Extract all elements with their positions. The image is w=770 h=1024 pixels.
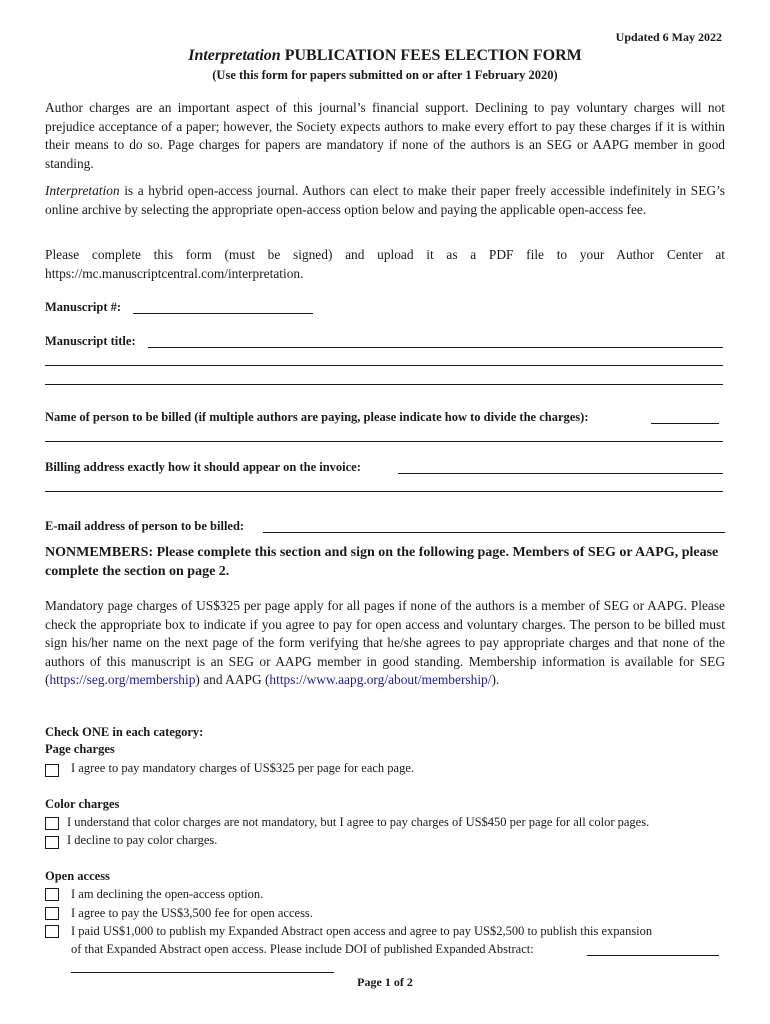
email-field[interactable] bbox=[263, 532, 725, 533]
intro-paragraph-3: Please complete this form (must be signed) and upload it as a PDF file to your Author Center at https://mc.manuscriptcentral.com/interpretation. bbox=[45, 247, 725, 281]
nonmembers-heading: NONMEMBERS: Please complete this section and sign on the following page. Members of SEG or AAPG, please complete the section on page 2. bbox=[45, 545, 719, 579]
journal-name: Interpretation bbox=[188, 47, 281, 64]
nonmembers-text-3: ). bbox=[491, 672, 500, 688]
form-subtitle: (Use this form for papers submitted on or after 1 February 2020) bbox=[212, 68, 558, 82]
open-access-expanded-abstract-label-cont: of that Expanded Abstract open access. Please include DOI of published Expanded Abstract: bbox=[71, 942, 534, 956]
expanded-abstract-doi-field-2[interactable] bbox=[71, 972, 334, 973]
intro-paragraph-1: Author charges are an important aspect of this journal’s financial support. Declining to pay voluntary charges will not prejudice acceptance of a paper; however, the Society expects authors to make every effort to pay these charges if it is within their means to do so. Page charges for papers are mandatory if none of the authors is an SEG or AAPG member in good standing. bbox=[45, 100, 725, 171]
intro-paragraph-2 bbox=[45, 182, 725, 219]
manuscript-title-field-2[interactable] bbox=[45, 365, 723, 366]
manuscript-title-label: Manuscript title: bbox=[45, 334, 136, 348]
check-one-instruction: Check ONE in each category: bbox=[45, 725, 204, 739]
open-access-expanded-abstract-checkbox[interactable] bbox=[45, 925, 59, 938]
color-charges-decline-checkbox[interactable] bbox=[45, 836, 59, 849]
open-access-pay-checkbox[interactable] bbox=[45, 907, 59, 920]
manuscript-number-field[interactable] bbox=[133, 313, 313, 314]
color-charges-decline-label: I decline to pay color charges. bbox=[67, 833, 218, 847]
billed-name-field-1[interactable] bbox=[651, 423, 719, 424]
billing-address-field-2[interactable] bbox=[45, 491, 723, 492]
page-charges-heading: Page charges bbox=[45, 742, 115, 756]
nonmembers-text-1: Mandatory page charges of US$325 per page apply for all pages if none of the authors is a member of SEG or AAPG. Please check the appropriate box to indicate if you agree to pay for open access and voluntary charges. The person to be billed must sign his/her name on the next page of the form verifying that he/she agrees to pay appropriate charges and that none of the authors of this manuscript is an SEG or AAPG member in good standing. Membership information is available for SEG ( bbox=[45, 598, 725, 688]
email-label: E-mail address of person to be billed: bbox=[45, 519, 245, 533]
open-access-heading: Open access bbox=[45, 869, 110, 883]
open-access-expanded-abstract-label: I paid US$1,000 to publish my Expanded Abstract open access and agree to pay US$2,500 to publish this expansion bbox=[71, 924, 653, 938]
page-charges-option-label: I agree to pay mandatory charges of US$325 per page for each page. bbox=[71, 761, 415, 775]
journal-name-inline: Interpretation bbox=[45, 183, 120, 198]
manuscript-number-label: Manuscript #: bbox=[45, 300, 122, 314]
aapg-membership-link[interactable]: https://www.aapg.org/about/membership/ bbox=[269, 672, 492, 688]
manuscript-title-field-1[interactable] bbox=[148, 347, 723, 348]
color-charges-accept-checkbox[interactable] bbox=[45, 817, 59, 830]
seg-membership-link[interactable]: https://seg.org/membership bbox=[49, 672, 196, 688]
color-charges-accept-label: I understand that color charges are not mandatory, but I agree to pay charges of US$450 per page for all color pages. bbox=[67, 815, 650, 829]
open-access-decline-label: I am declining the open-access option. bbox=[71, 887, 264, 901]
updated-date: Updated 6 May 2022 bbox=[615, 30, 722, 44]
color-charges-heading: Color charges bbox=[45, 797, 120, 811]
manuscript-title-field-3[interactable] bbox=[45, 384, 723, 385]
page-number: Page 1 of 2 bbox=[357, 975, 413, 989]
billed-name-label: Name of person to be billed (if multiple authors are paying, please indicate how to divide the charges): bbox=[45, 410, 589, 424]
open-access-decline-checkbox[interactable] bbox=[45, 888, 59, 901]
billing-address-field-1[interactable] bbox=[398, 473, 723, 474]
open-access-pay-label: I agree to pay the US$3,500 fee for open access. bbox=[71, 906, 313, 920]
form-title-text: PUBLICATION FEES ELECTION FORM bbox=[280, 47, 582, 64]
intro-paragraph-2-text: is a hybrid open-access journal. Authors can elect to make their paper freely accessible indefinitely in SEG’s online archive by selecting the appropriate open-access option below and paying the applicable open-access fee. bbox=[45, 183, 725, 217]
form-title bbox=[0, 47, 770, 65]
billed-name-field-2[interactable] bbox=[45, 441, 723, 442]
page-charges-checkbox[interactable] bbox=[45, 764, 59, 777]
expanded-abstract-doi-field-1[interactable] bbox=[587, 955, 719, 956]
nonmembers-text-2: ) and AAPG ( bbox=[195, 672, 270, 688]
nonmembers-paragraph bbox=[45, 597, 725, 690]
billing-address-label: Billing address exactly how it should appear on the invoice: bbox=[45, 460, 361, 474]
